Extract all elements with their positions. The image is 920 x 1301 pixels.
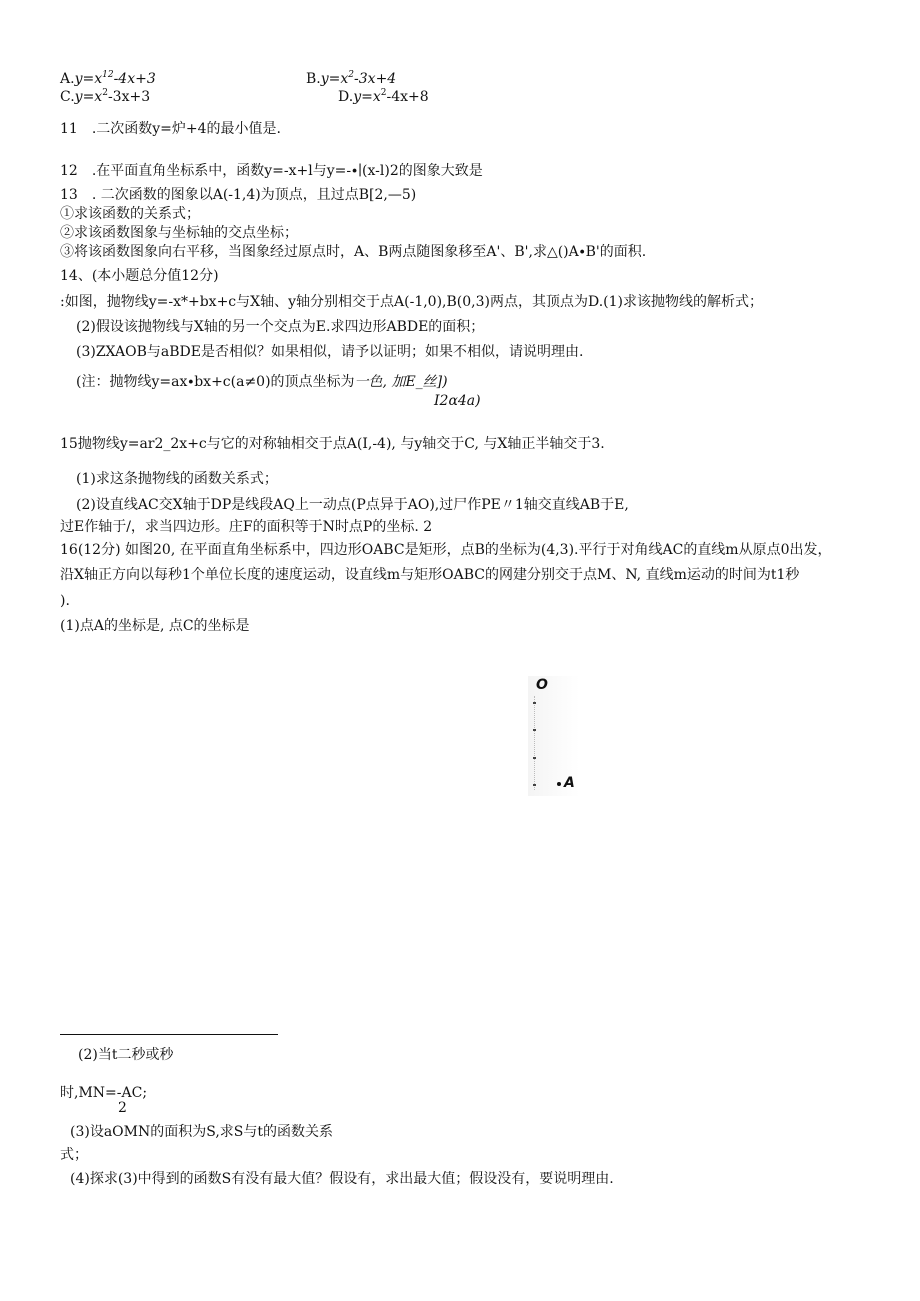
option-c-exponent: 2	[102, 88, 108, 98]
question-14-note-denominator	[434, 392, 481, 410]
question-16-part-2-denominator: 2	[118, 1100, 127, 1116]
option-b-label: B.	[306, 71, 321, 87]
question-14-header: 14、(本小题总分值12分)	[60, 268, 219, 284]
option-d-exponent: 2	[380, 88, 387, 98]
question-14-part-2: (2)假设该抛物线与X轴的另一个交点为E.求四边形ABDE的面积；	[76, 319, 485, 335]
option-d-label: D.	[338, 89, 354, 105]
question-13-stem: 13 . 二次函数的图象以A(-1,4)为顶点，且过点B[2,—5)	[60, 187, 417, 203]
option-c-expr: y=x	[74, 89, 103, 105]
option-a-label: A.	[60, 71, 75, 87]
question-13-part-2: ②求该函数图象与坐标轴的交点坐标；	[60, 225, 298, 241]
question-13-part-3: ③将该函数图象向右平移，当图象经过原点时，A、B两点随图象移至A'、B',求△()A∙B'的面积.	[60, 244, 647, 260]
option-b-expr: y=x	[320, 71, 349, 87]
option-a-expr-rest: -4x+3	[113, 71, 156, 87]
question-16-stem-3: ).	[60, 593, 70, 609]
question-15-part-2: (2)设直线AC交X轴于DP是线段AQ上一动点(P点异于AO),过尸作PE〃1轴交直线AB于E,	[76, 497, 629, 513]
question-16-part-2-line-2: 时,MN=-AC;	[60, 1085, 148, 1101]
figure-label-o: O	[536, 677, 548, 693]
question-11: 11 .二次函数y=炉+4的最小值是.	[60, 121, 281, 137]
option-b	[306, 70, 396, 88]
figure-tick	[533, 702, 536, 704]
option-d-expr: y=x	[353, 89, 381, 105]
option-c-label: C.	[60, 89, 75, 105]
figure-point-a	[557, 782, 561, 786]
question-16-part-1: (1)点A的坐标是, 点C的坐标是	[60, 618, 250, 634]
question-14-stem: :如图，抛物线y=-x*+bx+c与X轴、y轴分别相交于点A(-1,0),B(0,3)两点，其顶点为D.(1)求该抛物线的解析式；	[60, 294, 763, 310]
option-d-expr-rest: -4x+8	[386, 89, 429, 105]
question-16-part-3-line-2: 式；	[60, 1147, 88, 1163]
note-text: (注：抛物线y=ax∙bx+c(a≠0)的顶点坐标为	[76, 374, 355, 390]
figure-tick	[533, 729, 536, 731]
question-15-part-2-cont: 过E作轴于/，求当四边形。庄F的面积等于N时点P的坐标. 2	[60, 519, 433, 535]
question-15-stem: 15抛物线y=ar2_2x+c与它的对称轴相交于点A(I,-4), 与y轴交于C, 与X轴正半轴交于3.	[60, 436, 605, 452]
footnote-rule	[60, 1034, 278, 1035]
figure-label-a: A	[564, 775, 575, 791]
question-13-part-1: ①求该函数的关系式；	[60, 206, 200, 222]
figure-y-axis	[534, 696, 535, 790]
option-a-expr: y=x	[74, 71, 103, 87]
option-a	[60, 70, 156, 88]
question-16-stem-2: 沿X轴正方向以每秒1个单位长度的速度运动，设直线m与矩形OABC的网建分别交于点M、N, 直线m运动的时间为t1秒	[60, 567, 800, 583]
note-denominator-text: I2α4a)	[434, 393, 481, 409]
question-14-note	[76, 373, 448, 391]
question-15-part-1: (1)求这条抛物线的函数关系式；	[76, 471, 278, 487]
option-a-exponent: 12	[102, 70, 114, 80]
question-16-stem-1: 16(12分) 如图20, 在平面直角坐标系中，四边形OABC是矩形，点B的坐标为(4,3).平行于对角线AC的直线m从原点0出发，	[60, 542, 832, 558]
question-16-part-2: (2)当t二秒或秒	[78, 1047, 174, 1063]
option-c-expr-rest: -3x+3	[107, 89, 151, 105]
option-c	[60, 88, 150, 106]
coordinate-figure	[528, 676, 580, 796]
figure-tick	[533, 784, 536, 786]
question-14-part-3: (3)ZXAOB与aBDE是否相似？如果相似，请予以证明；如果不相似，请说明理由.	[76, 344, 584, 360]
note-formula: 一色, 加E_丝])	[354, 374, 448, 390]
figure-tick	[533, 757, 536, 759]
option-d	[338, 88, 429, 106]
question-16-part-3: (3)设aOMN的面积为S,求S与t的函数关系	[70, 1124, 333, 1140]
question-12: 12 .在平面直角坐标系中，函数y=-x+l与y=-∙∣(x-l)2的图象大致是	[60, 163, 483, 179]
question-16-part-4: (4)探求(3)中得到的函数S有没有最大值？假设有，求出最大值；假设没有，要说明理由.	[70, 1171, 614, 1187]
option-b-expr-rest: -3x+4	[354, 71, 397, 87]
option-b-exponent: 2	[348, 70, 355, 80]
